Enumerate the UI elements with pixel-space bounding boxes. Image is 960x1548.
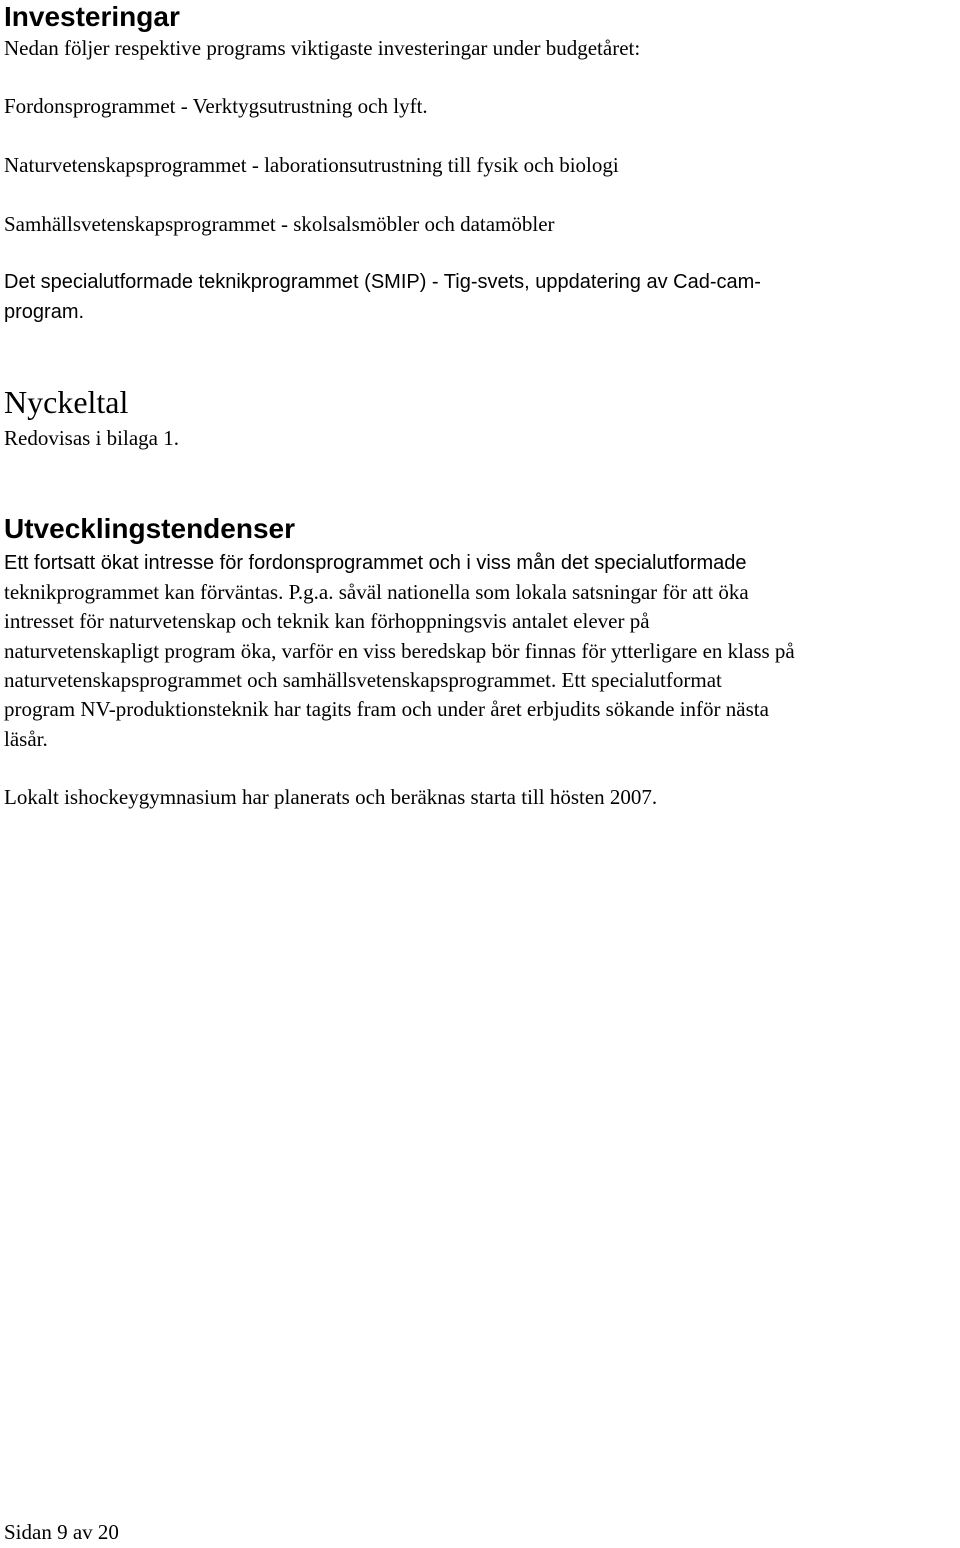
section-heading-trends: Utvecklingstendenser <box>4 513 295 544</box>
investments-intro: Nedan följer respektive programs viktigaste investeringar under budgetåret: <box>4 36 641 60</box>
trends-paragraph-line: intresset för naturvetenskap och teknik kan förhoppningsvis antalet elever på <box>4 609 650 633</box>
trends-paragraph-line: naturvetenskapsprogrammet och samhällsvetenskapsprogrammet. Ett specialutformat <box>4 668 722 692</box>
key-figures-text: Redovisas i bilaga 1. <box>4 426 179 450</box>
page-number: Sidan 9 av 20 <box>4 1520 119 1544</box>
investment-item-smip-line-2: program. <box>4 301 85 323</box>
investment-item-vehicle: Fordonsprogrammet - Verktygsutrustning och lyft. <box>4 94 428 118</box>
investment-item-social-science: Samhällsvetenskapsprogrammet - skolsalsmöbler och datamöbler <box>4 212 555 236</box>
trends-closing: Lokalt ishockeygymnasium har planerats och beräknas starta till hösten 2007. <box>4 785 658 809</box>
trends-paragraph-line: teknikprogrammet kan förväntas. P.g.a. såväl nationella som lokala satsningar för att öka <box>4 580 749 604</box>
trends-paragraph-line: Ett fortsatt ökat intresse för fordonsprogrammet och i viss mån det specialutformade <box>4 552 747 574</box>
section-heading-key-figures: Nyckeltal <box>4 384 129 420</box>
trends-paragraph-line: program NV-produktionsteknik har tagits fram och under året erbjudits sökande inför nästa <box>4 697 769 721</box>
investment-item-science: Naturvetenskapsprogrammet - laborationsutrustning till fysik och biologi <box>4 153 619 177</box>
trends-paragraph-line: naturvetenskapligt program öka, varför en viss beredskap bör finnas för ytterligare en klass på <box>4 639 795 663</box>
trends-paragraph-line: läsår. <box>4 727 48 751</box>
section-heading-investments: Investeringar <box>4 1 180 32</box>
investment-item-smip-line-1: Det specialutformade teknikprogrammet (SMIP) - Tig-svets, uppdatering av Cad-cam- <box>4 271 761 293</box>
